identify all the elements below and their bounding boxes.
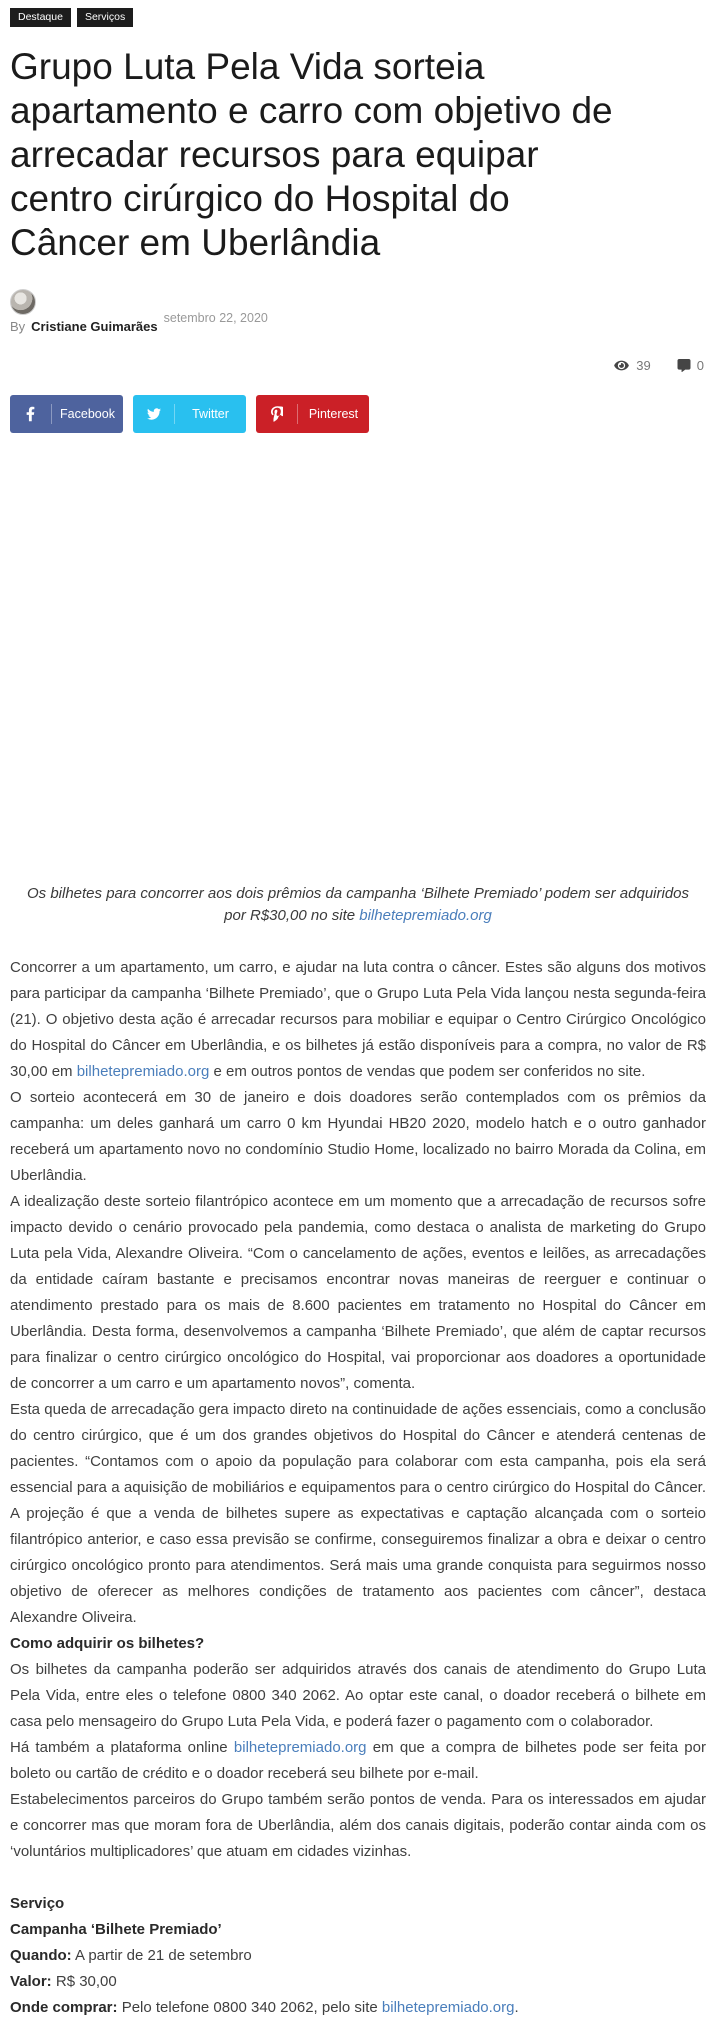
service-site-link[interactable]: bilhetepremiado.org (381, 1998, 515, 2016)
service-price-label: Valor: (10, 1972, 52, 1990)
body-site-link-2[interactable]: bilhetepremiado.org (233, 1738, 367, 1756)
service-title: Serviço (10, 1894, 65, 1912)
paragraph-1 (10, 955, 706, 1085)
category-tags (10, 8, 706, 27)
share-pinterest-label: Pinterest (308, 406, 359, 421)
comment-icon (677, 359, 691, 372)
service-where-value: Pelo telefone 0800 340 2062, pelo site (117, 1998, 382, 2016)
facebook-f-icon (10, 404, 52, 424)
tag-destaque[interactable]: Destaque (10, 8, 71, 27)
share-twitter-label: Twitter (192, 406, 229, 421)
publish-date: setembro 22, 2020 (163, 310, 268, 325)
views-count: 39 (636, 357, 651, 373)
views-stat (613, 358, 650, 373)
service-price (10, 1969, 706, 1995)
image-caption (18, 883, 698, 927)
eye-icon (613, 359, 630, 372)
page-title: Grupo Luta Pela Vida sorteia apartamento e carro com objetivo de arrecadar recursos para equipar centro cirúrgico do Hospital do Câncer em Uberlândia (10, 45, 613, 263)
service-block (10, 1891, 706, 2021)
tag-servicos[interactable]: Serviços (77, 8, 133, 27)
twitter-bird-icon (133, 404, 175, 424)
share-facebook-button[interactable] (10, 395, 123, 433)
service-where-suffix: . (514, 1998, 519, 2016)
service-where (10, 1995, 706, 2021)
post-stats (10, 358, 706, 373)
byline (10, 310, 706, 334)
paragraph-7: Estabelecimentos parceiros do Grupo também serão pontos de venda. Para os interessados em ajudar e concorrer mas que moram fora de Uberlândia, além dos canais digitais, poderão contar ainda com os ‘voluntários multiplicadores’ que atuam em cidades vizinhas. (10, 1790, 706, 1860)
service-price-value: R$ 30,00 (51, 1972, 117, 1990)
comments-count: 0 (696, 357, 704, 373)
paragraph-6 (10, 1735, 706, 1787)
paragraph-2: O sorteio acontecerá em 30 de janeiro e dois doadores serão contemplados com os prêmios da campanha: um deles ganhará um carro 0 km Hyundai HB20 2020, modelo hatch e o outro ganhador receberá um apartamento novo no condomínio Studio Home, localizado no bairro Morada da Colina, em Uberlândia. (10, 1088, 706, 1184)
service-where-label: Onde comprar: (10, 1998, 118, 2016)
paragraph-6-text: Há também a plataforma online (10, 1738, 234, 1756)
paragraph-1-text: Concorrer a um apartamento, um carro, e ajudar na luta contra o câncer. Estes são alguns dos motivos para participar da campanha ‘Bilhete Premiado’, que o Grupo Luta Pela Vida lançou nesta segunda-feira (21). O objetivo desta ação é arrecadar recursos para mobiliar e equipar o Centro Cirúrgico Oncológico do Hospital do Câncer em Uberlândia, e os bilhetes já estão disponíveis para a compra, no valor de R$ 30,00 em (10, 958, 706, 1080)
author-avatar[interactable] (10, 289, 36, 315)
service-when-label: Quando: (10, 1946, 72, 1964)
pinterest-p-icon (256, 404, 298, 424)
article-image-placeholder (10, 451, 706, 879)
service-campaign: Campanha ‘Bilhete Premiado’ (10, 1920, 222, 1938)
service-when (10, 1943, 706, 1969)
share-twitter-button[interactable] (133, 395, 246, 433)
service-when-value: A partir de 21 de setembro (71, 1946, 252, 1964)
by-label: By (10, 318, 26, 334)
paragraph-1-text-end: e em outros pontos de vendas que podem ser conferidos no site. (209, 1062, 646, 1080)
share-buttons (10, 395, 706, 433)
paragraph-3: A idealização deste sorteio filantrópico acontece em um momento que a arrecadação de recursos sofre impacto devido o cenário provocado pela pandemia, como destaca o analista de marketing do Grupo Luta pela Vida, Alexandre Oliveira. “Com o cancelamento de ações, eventos e leilões, as arrecadações da entidade caíram bastante e precisamos encontrar novas maneiras de reerguer e continuar o atendimento prestado para os mais de 8.600 pacientes em tratamento no Hospital do Câncer em Uberlândia. Desta forma, desenvolvemos a campanha ‘Bilhete Premiado’, que além de captar recursos para finalizar o centro cirúrgico oncológico do Hospital, vai proporcionar aos doadores a oportunidade de concorrer a um carro e um apartamento novos”, comenta. (10, 1192, 706, 1392)
share-facebook-label: Facebook (60, 406, 115, 421)
sub-heading: Como adquirir os bilhetes? (10, 1634, 205, 1652)
paragraph-6-text-end: em que a compra de bilhetes pode ser feita por boleto ou cartão de crédito e o doador receberá seu bilhete por e-mail. (10, 1738, 706, 1782)
body-site-link-1[interactable]: bilhetepremiado.org (76, 1062, 210, 1080)
share-pinterest-button[interactable] (256, 395, 369, 433)
comments-stat[interactable] (677, 358, 704, 373)
author-name-link[interactable]: Cristiane Guimarães (31, 318, 158, 334)
paragraph-4: Esta queda de arrecadação gera impacto direto na continuidade de ações essenciais, como a conclusão do centro cirúrgico, que é um dos grandes objetivos do Hospital do Câncer e atenderá centenas de pacientes. “Contamos com o apoio da população para colaborar com esta campanha, pois ela será essencial para a aquisição de mobiliários e equipamentos para o centro cirúrgico do Hospital do Câncer. A projeção é que a venda de bilhetes supere as expectativas e captação alcançada com o sorteio filantrópico anterior, e caso essa previsão se confirme, conseguiremos finalizar a obra e deixar o centro cirúrgico oncológico pronto para atendimentos. Será mais uma grande conquista para seguirmos nosso objetivo de oferecer as melhores condições de tratamento aos pacientes com câncer”, destaca Alexandre Oliveira. (10, 1400, 706, 1626)
paragraph-5: Os bilhetes da campanha poderão ser adquiridos através dos canais de atendimento do Grupo Luta Pela Vida, entre eles o telefone 0800 340 2062. Ao optar este canal, o doador receberá o bilhete em casa pelo mensageiro do Grupo Luta Pela Vida, e poderá fazer o pagamento com o colaborador. (10, 1660, 706, 1730)
caption-site-link[interactable]: bilhetepremiado.org (359, 906, 492, 924)
article-body (10, 955, 706, 2021)
caption-text: Os bilhetes para concorrer aos dois prêmios da campanha ‘Bilhete Premiado’ podem ser adquiridos por R$30,00 no site (26, 884, 690, 924)
